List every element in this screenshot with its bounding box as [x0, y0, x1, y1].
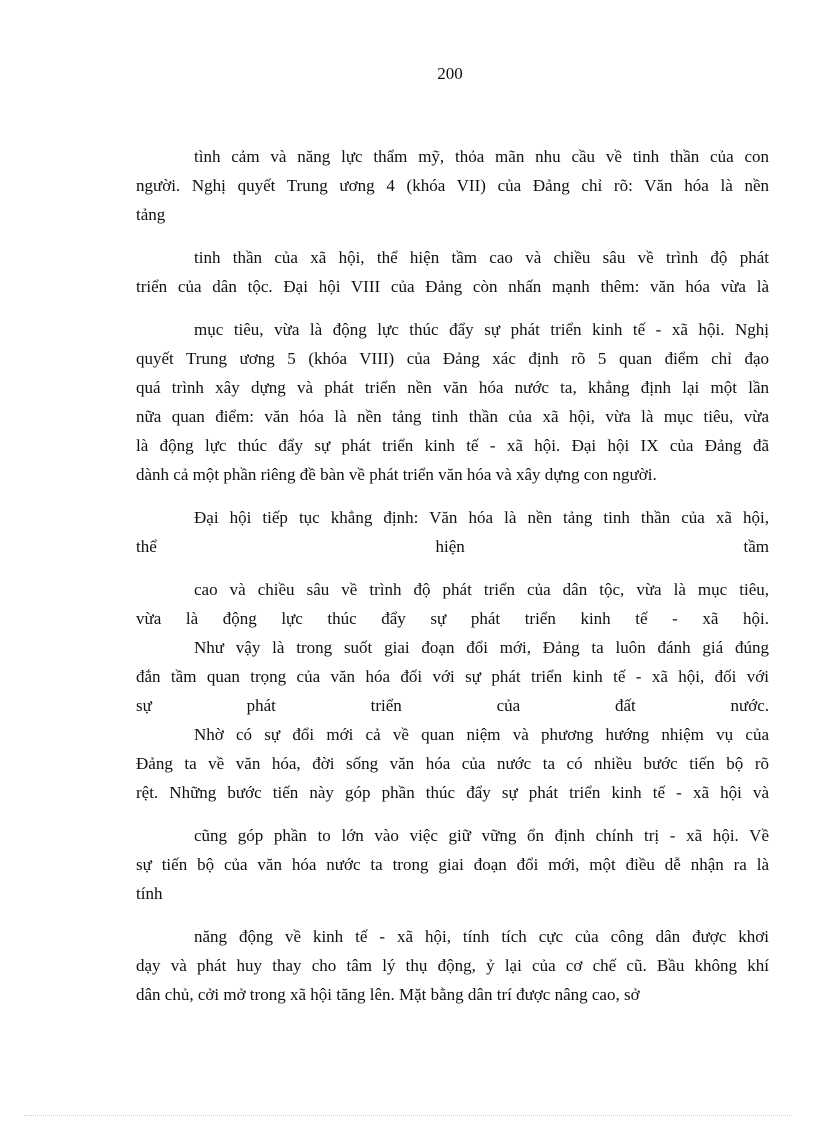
paragraph [136, 503, 769, 561]
text-line: vừa là động lực thúc đẩy sự phát triển kinh tế - xã hội. [136, 609, 769, 628]
paragraph [136, 243, 769, 301]
paragraph [136, 922, 769, 1009]
text-line: Đại hội tiếp tục khẳng định: Văn hóa là nền tảng tinh thần của xã hội, [194, 508, 769, 527]
paragraph [136, 315, 769, 489]
text-line: tinh thần của xã hội, thể hiện tầm cao và chiều sâu về trình độ phát [194, 248, 769, 267]
text-line: Như vậy là trong suốt giai đoạn đổi mới, Đảng ta luôn đánh giá đúng [194, 638, 769, 657]
text-line: mục tiêu, vừa là động lực thúc đẩy sự phát triển kinh tế - xã hội. Nghị [194, 320, 769, 339]
paragraph [136, 821, 769, 908]
text-line: đắn tầm quan trọng của văn hóa đối với sự phát triển kinh tế - xã hội, đối với [136, 667, 769, 686]
text-line: năng động về kinh tế - xã hội, tính tích cực của công dân được khơi [194, 927, 769, 946]
text-line: dân chủ, cởi mở trong xã hội tăng lên. Mặt bằng dân trí được nâng cao, sở [136, 985, 640, 1004]
body-text [136, 142, 769, 1017]
page-number: 200 [437, 64, 463, 83]
text-line: tính [136, 884, 163, 903]
text-line: thể hiện tầm [136, 537, 769, 556]
text-line: triển của dân tộc. Đại hội VIII của Đảng còn nhấn mạnh thêm: văn hóa vừa là [136, 277, 769, 296]
text-line: tảng [136, 205, 166, 224]
text-line: quyết Trung ương 5 (khóa VIII) của Đảng xác định rõ 5 quan điểm chỉ đạo [136, 349, 769, 368]
text-line: nữa quan điểm: văn hóa là nền tảng tinh thần của xã hội, vừa là mục tiêu, vừa [136, 407, 769, 426]
text-line: quá trình xây dựng và phát triển nền văn hóa nước ta, khẳng định lại một lần [136, 378, 769, 397]
text-line: sự phát triển của đất nước. [136, 696, 769, 715]
text-line: là động lực thúc đẩy sự phát triển kinh tế - xã hội. Đại hội IX của Đảng đã [136, 436, 769, 455]
text-line: Đảng ta về văn hóa, đời sống văn hóa của nước ta có nhiều bước tiến bộ rõ [136, 754, 769, 773]
page-bottom-divider [24, 1115, 792, 1116]
text-line: cũng góp phần to lớn vào việc giữ vững ổn định chính trị - xã hội. Về [194, 826, 769, 845]
text-line: dạy và phát huy thay cho tâm lý thụ động, ỷ lại của cơ chế cũ. Bầu không khí [136, 956, 769, 975]
text-line: Nhờ có sự đổi mới cả về quan niệm và phương hướng nhiệm vụ của [194, 725, 769, 744]
text-line: cao và chiều sâu về trình độ phát triển của dân tộc, vừa là mục tiêu, [194, 580, 769, 599]
text-line: rệt. Những bước tiến này góp phần thúc đẩy sự phát triển kinh tế - xã hội và [136, 783, 769, 802]
text-line: dành cả một phần riêng đề bàn về phát triển văn hóa và xây dựng con người. [136, 465, 657, 484]
paragraph [136, 575, 769, 807]
text-line: sự tiến bộ của văn hóa nước ta trong giai đoạn đổi mới, một điều dễ nhận ra là [136, 855, 769, 874]
text-line: người. Nghị quyết Trung ương 4 (khóa VII) của Đảng chỉ rõ: Văn hóa là nền [136, 176, 769, 195]
text-line: tình cảm và năng lực thẩm mỹ, thỏa mãn nhu cầu về tinh thần của con [194, 147, 769, 166]
paragraph [136, 142, 769, 229]
